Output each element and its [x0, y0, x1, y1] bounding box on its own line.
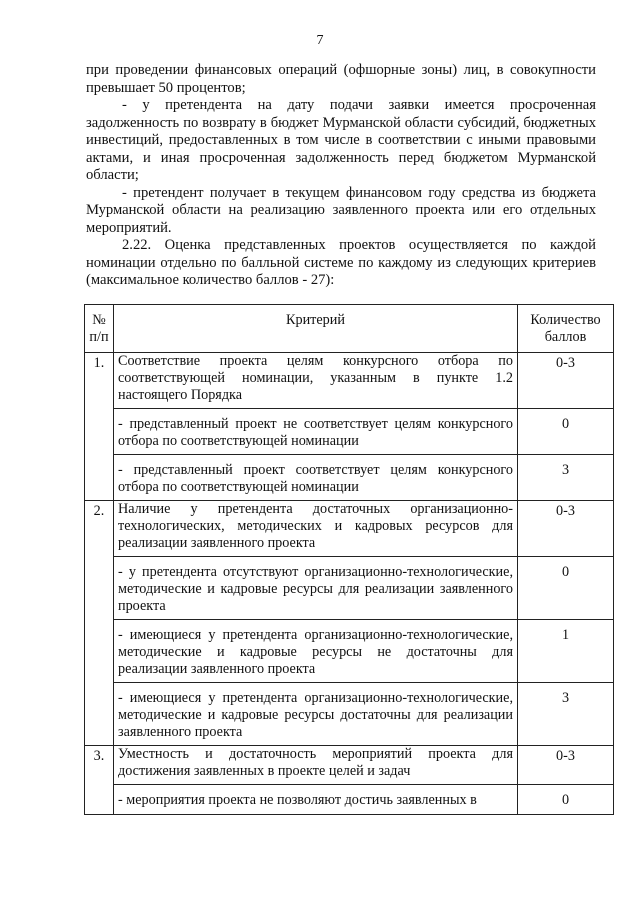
- option-text: - представленный проект соответствует целям конкурсного отбора по соответствующей номинации: [114, 455, 518, 501]
- criterion-number: 3.: [85, 746, 114, 785]
- table-row: [85, 557, 614, 620]
- header-criterion: Критерий: [114, 305, 518, 353]
- table-row: [85, 683, 614, 746]
- criterion-title: Уместность и достаточность мероприятий проекта для достижения заявленных в проекте целей и задач: [114, 746, 518, 785]
- option-text: - имеющиеся у претендента организационно-технологические, методические и кадровые ресурсы не достаточны для реализации заявленного проекта: [114, 620, 518, 683]
- option-score: 1: [518, 620, 614, 683]
- criterion-range: 0-3: [518, 746, 614, 785]
- page-number: 7: [316, 33, 324, 48]
- criterion-title: Наличие у претендента достаточных организационно-технологических, методических и кадровых ресурсов для реализации заявленного проекта: [114, 501, 518, 557]
- header-number: № п/п: [85, 305, 114, 353]
- body-text: [86, 62, 596, 290]
- criterion-title: Соответствие проекта целям конкурсного отбора по соответствующей номинации, указанным в пункте 1.2 настоящего Порядка: [114, 353, 518, 409]
- table-row: [85, 455, 614, 501]
- option-score: 0: [518, 557, 614, 620]
- option-text: [114, 785, 518, 815]
- option-text: - имеющиеся у претендента организационно-технологические, методические и кадровые ресурсы достаточны для реализации заявленного проекта: [114, 683, 518, 746]
- table-row: [85, 746, 614, 785]
- header-score: Количество баллов: [518, 305, 614, 353]
- paragraph: 2.22. Оценка представленных проектов осуществляется по каждой номинации отдельно по балльной системе по каждому из следующих критериев (максимальное количество баллов - 27):: [86, 237, 596, 288]
- option-text: - у претендента отсутствуют организационно-технологические, методические и кадровые ресурсы для реализации заявленного проекта: [114, 557, 518, 620]
- table-row: [85, 353, 614, 409]
- option-score: 0: [518, 409, 614, 455]
- option-text-clipped: - мероприятия проекта не позволяют достичь заявленных в: [118, 792, 477, 808]
- criterion-range: 0-3: [518, 501, 614, 557]
- option-score: 3: [518, 683, 614, 746]
- table-row: [85, 409, 614, 455]
- table-header-row: [85, 305, 614, 353]
- option-score: 3: [518, 455, 614, 501]
- number-cell-empty: [85, 409, 114, 455]
- number-cell-empty: [85, 620, 114, 683]
- table-row: [85, 620, 614, 683]
- number-cell-empty: [85, 785, 114, 815]
- criterion-number: 1.: [85, 353, 114, 409]
- table-row: [85, 501, 614, 557]
- number-cell-empty: [85, 683, 114, 746]
- criterion-range: 0-3: [518, 353, 614, 409]
- option-text: - представленный проект не соответствует целям конкурсного отбора по соответствующей номинации: [114, 409, 518, 455]
- number-cell-empty: [85, 557, 114, 620]
- number-cell-empty: [85, 455, 114, 501]
- criterion-number: 2.: [85, 501, 114, 557]
- table-row: [85, 785, 614, 815]
- option-score: 0: [518, 785, 614, 815]
- paragraph: при проведении финансовых операций (офшорные зоны) лиц, в совокупности превышает 50 процентов;: [86, 62, 596, 96]
- paragraph: - у претендента на дату подачи заявки имеется просроченная задолженность по возврату в бюджет Мурманской области субсидий, бюджетных инвестиций, предоставленных в том числе в соответствии с иными правовыми актами, и иная просроченная задолженность перед бюджетом Мурманской области;: [86, 97, 596, 183]
- criteria-table: [84, 304, 614, 815]
- paragraph: - претендент получает в текущем финансовом году средства из бюджета Мурманской области на реализацию заявленного проекта или его отдельных мероприятий.: [86, 184, 596, 236]
